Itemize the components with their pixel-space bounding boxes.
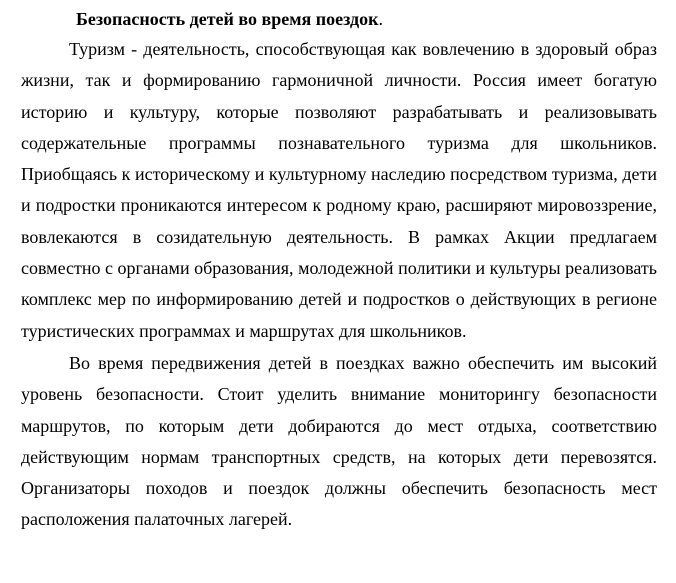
document-title-period: . (378, 9, 383, 29)
document-title-text: Безопасность детей во время поездок (76, 9, 379, 29)
paragraph-travel-safety: Во время передвижения детей в поездках важно обеспечить им высокий уровень безопасности. Стоит уделить внимание мониторингу безопасности маршрутов, по которым дети добираются до мест отдыха, соответствию действующим нормам транспортных средств, на которых дети перевозятся. Организаторы походов и поездок должны обеспечить безопасность мест расположения палаточных лагерей. (21, 352, 657, 530)
paragraph-tourism: Туризм - деятельность, способствующая как вовлечению в здоровый образ жизни, так и формированию гармоничной личности. Россия имеет богатую историю и культуру, которые позволяют разрабатывать и реализовывать содержательные программы познавательного туризма для школьников. Приобщаясь к историческому и культурному наследию посредством туризма, дети и подростки проникаются интересом к родному краю, расширяют мировоззрение, вовлекаются в созидательную деятельность. В рамках Акции предлагаем совместно с органами образования, молодежной политики и культуры реализовать комплекс мер по информированию детей и подростков о действующих в регионе туристических программах и маршрутах для школьников. (21, 39, 657, 341)
document-title (76, 4, 657, 34)
document-page (21, 4, 657, 536)
